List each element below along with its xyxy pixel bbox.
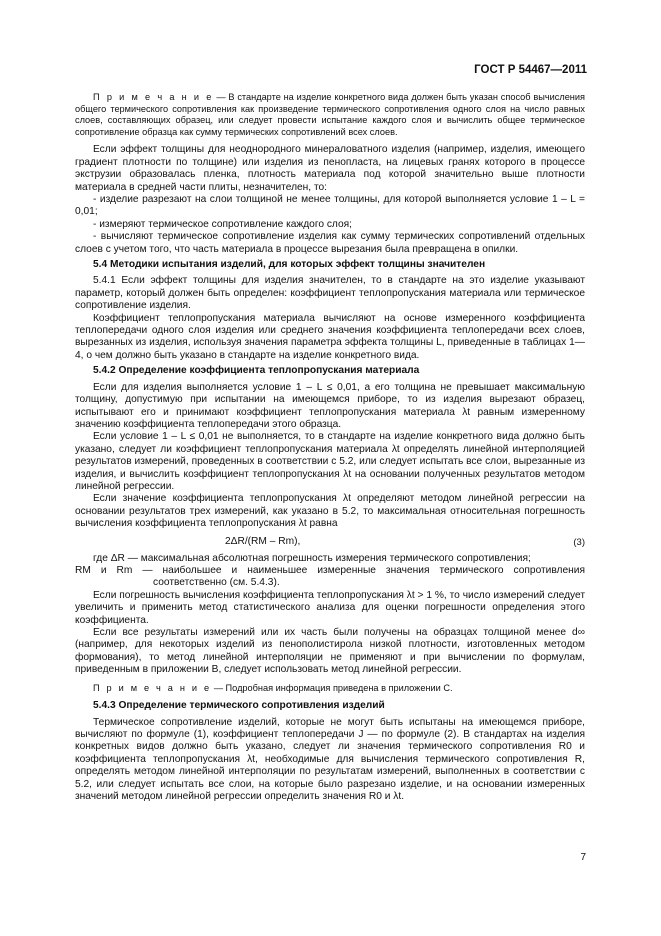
paragraph-5-4-2-a: Если для изделия выполняется условие 1 – L ≤ 0,01, а его толщина не превышает максимальную толщину, допустимую при испытании на имеющемся приборе, то из изделия вырезают образец, испытывают его и принимают коэффициент теплопропускания материала λt равным измеренному значению коэффициента теплопередачи этого образца.	[75, 381, 585, 430]
list-item: - вычисляют термическое сопротивление изделия как сумму термических сопротивлений отдельных слоев с учетом того, что часть материала в процессе вырезания была превращена в опилки.	[75, 231, 585, 255]
section-heading-5-4: 5.4 Методики испытания изделий, для которых эффект толщины значителен	[93, 259, 486, 271]
formula-expression: 2ΔR/(RM – Rm),	[225, 535, 301, 547]
note-label: П р и м е ч а н и е	[93, 682, 212, 693]
paragraph-5-4-2-c: Если значение коэффициента теплопропускания λt определяют методом линейной регрессии на основании результатов трех измерений, как указано в 5.2, то максимальная относительная погрешность вычисления коэффициента теплопропускания λt равна	[75, 493, 585, 530]
note-paragraph	[75, 92, 585, 138]
page-content	[75, 92, 585, 803]
standard-header: ГОСТ Р 54467—2011	[474, 64, 587, 76]
paragraph-5-4-1: 5.4.1 Если эффект толщины для изделия значителен, то в стандарте на это изделие указывают параметр, который должен быть определен: коэффициент теплопропускания материала или термическое сопротивление изделия.	[75, 275, 585, 312]
paragraph-5-4-2-d: Если погрешность вычисления коэффициента теплопропускания λt > 1 %, то число измерений следует увеличить и применить метод статистического анализа для оценки погрешности определения этого коэффициента.	[75, 589, 585, 626]
list-item: - изделие разрезают на слои толщиной не менее толщины, для которой выполняется условие 1 – L = 0,01;	[75, 194, 585, 218]
section-heading-5-4-2: 5.4.2 Определение коэффициента теплопропускания материала	[93, 365, 420, 377]
paragraph-thickness-effect: Если эффект толщины для неоднородного минераловатного изделия (например, изделия, имеющего градиент плотности по толщине) или изделия из пенопласта, на лицевых гранях которого в процессе экструзии образовалась пленка, плотность материала под которой значительно выше плотности материала в средней части плиты, незначителен, то:	[75, 144, 585, 193]
paragraph-5-4-1-b: Коэффициент теплопропускания материала вычисляют на основе измеренного коэффициента теплопередачи одного слоя изделия или среднего значения коэффициента теплопередачи всех слоев, вырезанных из изделия, используя значения параметра эффекта толщины L, приведенные в таблицах 1—4, о чем должно быть указано в стандарте на изделие конкретного вида.	[75, 312, 585, 361]
paragraph-5-4-2-e: Если все результаты измерений или их часть были получены на образцах толщиной менее d∞ (например, для некоторых изделий из пенополистирола низкой плотности, изготовленных методом формования), то метод линейной интерполяции не применяют и при вычислении по формулам, приведенным в приложении В, следует использовать метод линейной регрессии.	[75, 627, 585, 676]
list-item: - измеряют термическое сопротивление каждого слоя;	[93, 218, 352, 230]
where-definition: RM и Rm — наибольшее и наименьшее измеренные значения термического сопротивления соответственно (см. 5.4.3).	[75, 564, 585, 589]
formula-row	[75, 534, 585, 552]
page-number: 7	[580, 852, 586, 863]
section-heading-5-4-3: 5.4.3 Определение термического сопротивления изделий	[93, 700, 385, 712]
formula-number: (3)	[573, 536, 585, 548]
note-paragraph	[75, 683, 585, 695]
note-label: П р и м е ч а н и е	[93, 92, 214, 102]
paragraph-5-4-2-b: Если условие 1 – L ≤ 0,01 не выполняется, то в стандарте на изделие конкретного вида должно быть указано, следует ли коэффициент теплопропускания материала λt определять линейной интерполяцией результатов измерений, проведенных в соответствии с 5.2, или следует испытать все слои, вырезанные из изделия, и вычислить коэффициент теплопропускания λt на основании полученных результатов методом линейной регрессии.	[75, 431, 585, 492]
where-definition: где ΔR — максимальная абсолютная погрешность измерения термического сопротивления;	[93, 552, 531, 564]
note-text: — Подробная информация приведена в приложении С.	[211, 682, 453, 693]
note-text: — В стандарте на изделие конкретного вида должен быть указан способ вычисления общего термического сопротивления как произведение термического сопротивления одного слоя на число равных слоев, составляющих образец, или следует провести испытание каждого слоя и вычислить общее термическое сопротивление образца как сумму термических сопротивлений всех слоев.	[75, 92, 585, 137]
paragraph-5-4-3: Термическое сопротивление изделий, которые не могут быть испытаны на имеющемся приборе, вычисляют по формуле (1), коэффициент теплопередачи J — по формуле (2). В стандартах на изделия конкретных видов должно быть указано, следует ли значения термического сопротивления R0 и коэффициента теплопропускания λt, необходимые для вычисления термического сопротивления R, определять методом линейной интерполяции по результатам измерений, выполненных в соответствии с 5.2, или следует испытать все слои, на которые было разрезано изделие, и на основании измеренных значений методом линейной регрессии определить значения R0 и λt.	[75, 716, 585, 803]
